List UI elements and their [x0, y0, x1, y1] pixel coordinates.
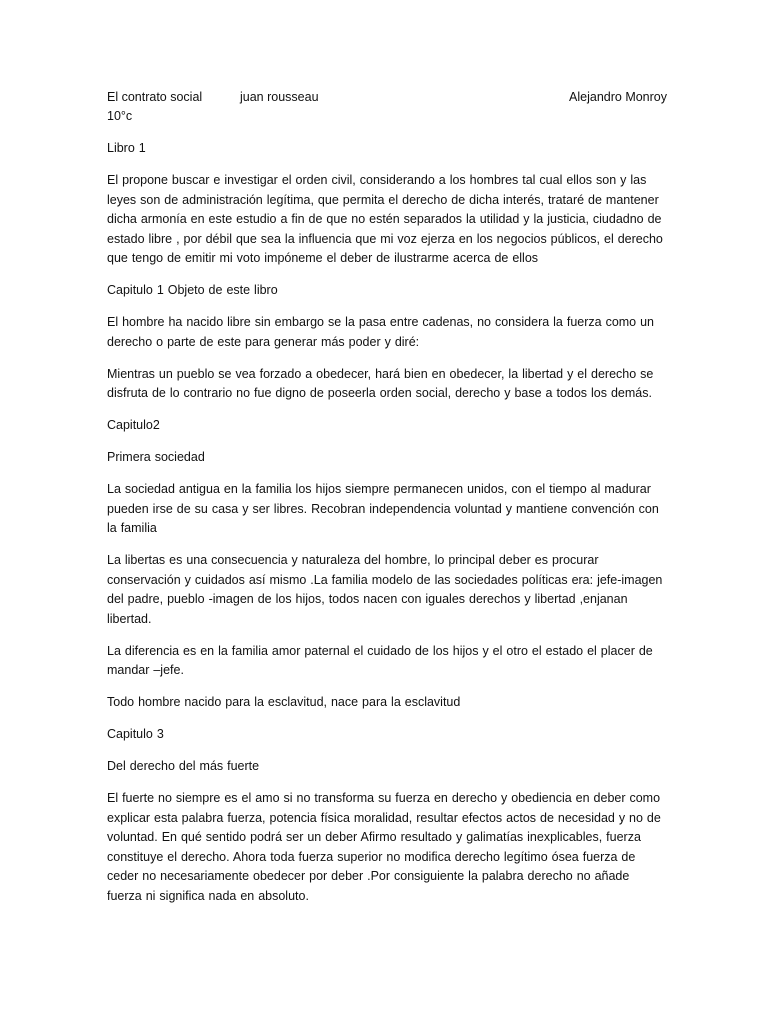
- body-paragraph: Todo hombre nacido para la esclavitud, nace para la esclavitud: [107, 695, 461, 709]
- document-title: El contrato social: [107, 90, 203, 104]
- section-heading-capitulo-3: Capitulo 3: [107, 727, 164, 741]
- section-heading-capitulo-1: Capitulo 1 Objeto de este libro: [107, 283, 278, 297]
- document-author: juan rousseau: [240, 90, 319, 104]
- body-paragraph: El hombre ha nacido libre sin embargo se la pasa entre cadenas, no considera la fuerza como un derecho o parte de este para generar más poder y diré:: [107, 315, 655, 349]
- body-paragraph: Mientras un pueblo se vea forzado a obedecer, hará bien en obedecer, la libertad y el derecho se disfruta de lo contrario no fue digno de poseerla orden social, derecho y base a todos los demás.: [107, 366, 654, 400]
- student-name: Alejandro Monroy: [569, 90, 667, 104]
- body-paragraph-intro: El propone buscar e investigar el orden civil, considerando a los hombres tal cual ellos son y las leyes son de administración legítima, que permita el derecho de dicha interés, trataré de mantener dicha armonía en este estudio a fin de que no estén separados la utilidad y la justicia, ciudadno de estado libre , por débil que sea la influencia que mi voz ejerza en los negocios públicos, el derecho que tengo de emitir mi voto impóneme el deber de ilustrarme acerca de ellos: [107, 173, 663, 265]
- body-paragraph: La sociedad antigua en la familia los hijos siempre permanecen unidos, con el tiempo al madurar pueden irse de su casa y ser libres. Recobran independencia voluntad y mantiene convención con la familia: [107, 482, 659, 535]
- section-subheading: Primera sociedad: [107, 450, 205, 464]
- document-body: [107, 139, 667, 919]
- body-paragraph: La diferencia es en la familia amor paternal el cuidado de los hijos y el otro el estado el placer de mandar –jefe.: [107, 643, 653, 677]
- body-paragraph: El fuerte no siempre es el amo si no transforma su fuerza en derecho y obediencia en deber como explicar esta palabra fuerza, potencia física moralidad, resultar efectos actos de necesidad y no de voluntad. En qué sentido podrá ser un deber Afirmo resultado y galimatías inexplicables, fuerza constituye el derecho. Ahora toda fuerza superior no modifica derecho legítimo ósea fuerza de ceder no necesariamente obedecer por deber .Por consiguiente la palabra derecho no añade fuerza ni significa nada en absoluto.: [107, 791, 661, 903]
- section-subheading: Del derecho del más fuerte: [107, 759, 260, 773]
- section-heading-capitulo-2: Capitulo2: [107, 418, 160, 432]
- student-grade: 10°c: [107, 109, 133, 123]
- section-heading-libro-1: Libro 1: [107, 141, 146, 155]
- body-paragraph: La libertas es una consecuencia y naturaleza del hombre, lo principal deber es procurar conservación y cuidados así mismo .La familia modelo de las sociedades políticas era: jefe-imagen del padre, pueblo -imagen de los hijos, todos nacen con iguales derechos y libertad ,enjanan libertad.: [107, 553, 663, 626]
- document-header: [107, 88, 667, 128]
